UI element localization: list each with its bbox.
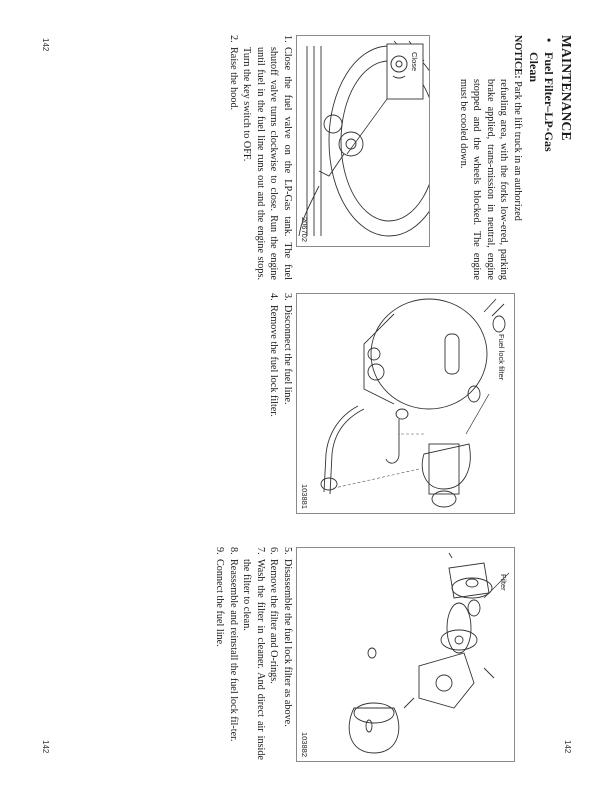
steps-list-2 (267, 293, 294, 512)
figure-id: 103882 (300, 731, 309, 757)
page-number-bottom-right: 142 (41, 740, 50, 754)
figure-id: 206702 (300, 216, 309, 242)
step-1: 1. Close the fuel valve on the LP-Gas tank. The fuel shutoff valve turns clockwise to close. Run the engine until fuel in the fuel line runs out and the engine stops. Turn the key switch to OFF. (241, 35, 293, 280)
section-heading: MAINTENANCE (559, 35, 574, 141)
figure-id: 103881 (300, 483, 309, 509)
figure-filter-exploded (296, 547, 515, 762)
step-6: 6. Remove the filter and O-rings. (268, 547, 280, 684)
vaporizer-illustration (297, 294, 514, 513)
step-3: 3. Disconnect the fuel line. (282, 293, 293, 405)
step-2: 2. Raise the hood. (227, 35, 239, 111)
figure-fuel-lock-filter (296, 293, 515, 514)
close-label: Close (410, 52, 419, 72)
page-number-top-right: 142 (563, 740, 572, 754)
step-7: 7. Wash the filter in cleaner. And direct air inside the filter to clean. (241, 547, 266, 760)
filter-exploded-illustration (297, 548, 514, 761)
step-4: 4. Remove the fuel lock filter. (268, 293, 280, 417)
subheading-line2: Clean (527, 52, 541, 82)
step-9: 9. Connect the fuel line. (214, 547, 226, 647)
page-number-bottom-left: 142 (41, 38, 50, 52)
steps-list-1 (226, 35, 294, 280)
step-8: 8. Reassemble and reinstall the fuel lock fil-ter. (227, 547, 239, 742)
notice-label: NOTICE: (512, 35, 523, 79)
subheading-line1: Fuel Filter–LP-Gas (542, 52, 556, 152)
fuel-lock-filter-label: Fuel lock filter (497, 334, 506, 381)
subsection-title (526, 38, 556, 152)
filter-label: Filter (499, 574, 508, 591)
steps-list-3 (212, 547, 294, 760)
notice-text-first: Park the lift truck in an authorized (512, 81, 523, 221)
figure-tank-valve (296, 35, 430, 247)
notice-text-rest: refueling area, with the forks low-ered, parking brake applied, trans-mission in neutral, engine stopped and the wheels blocked. The engine must be cooled down. (457, 79, 510, 280)
bullet: • (542, 38, 556, 43)
notice-block (456, 35, 524, 280)
step-5: 5. Disassemble the fuel lock filter as above. (282, 547, 293, 727)
